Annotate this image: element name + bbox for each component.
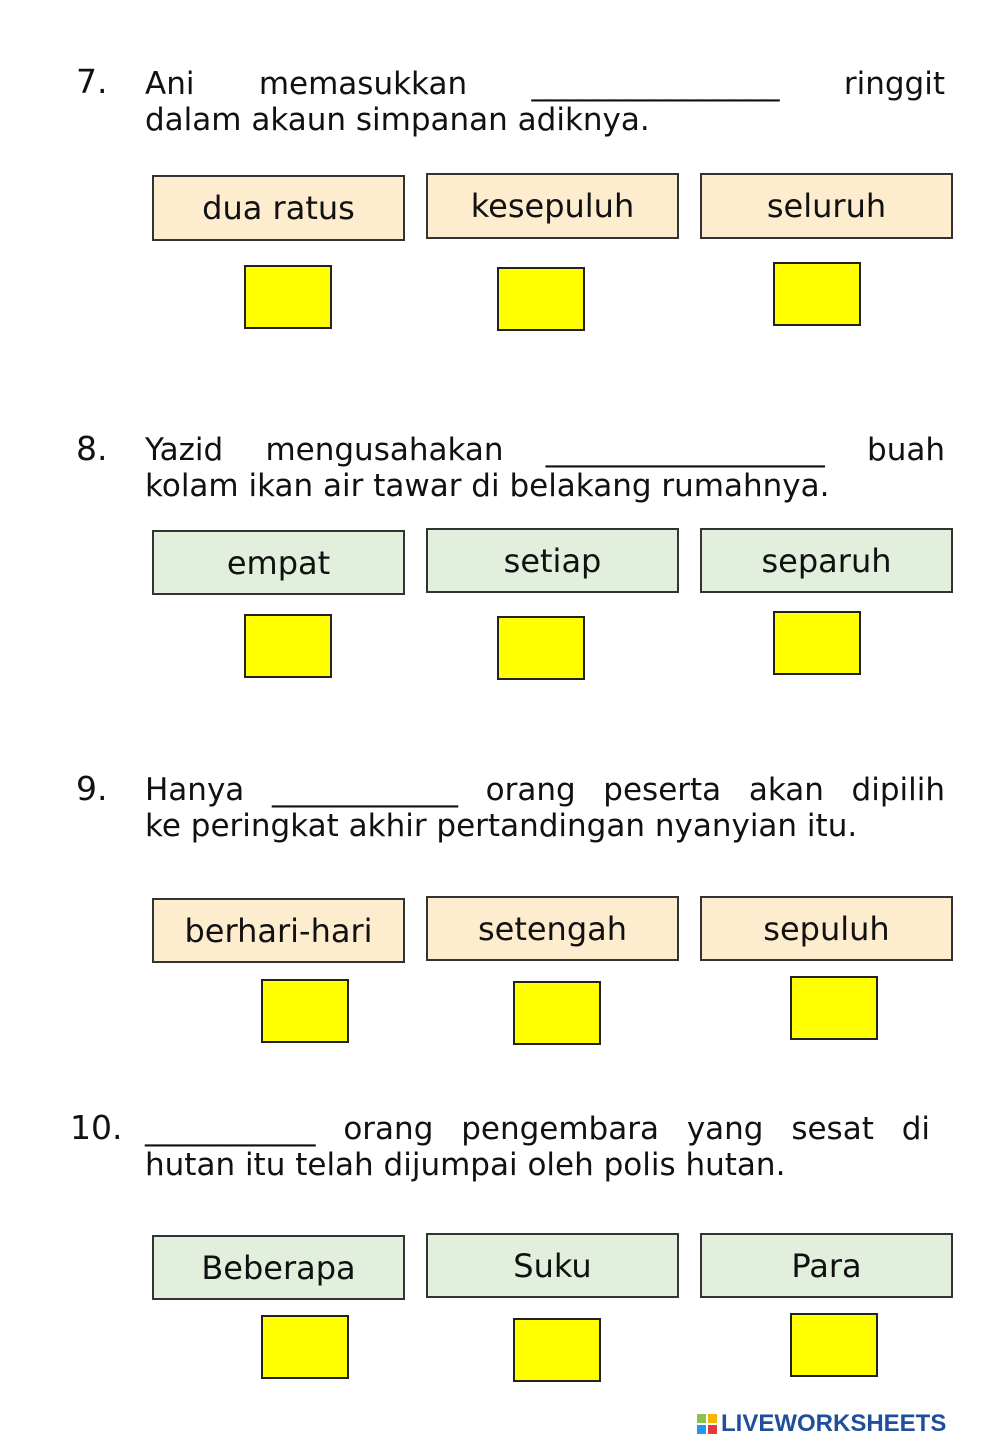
- answer-box[interactable]: [513, 981, 601, 1045]
- question-number: 7.: [76, 62, 108, 101]
- question-text-line-1: Yazid mengusahakan __________________ buah: [145, 432, 945, 468]
- question-number: 8.: [76, 429, 108, 468]
- question-text-line-1: ___________ orang pengembara yang sesat di: [145, 1111, 930, 1147]
- question-text-line-2: ke peringkat akhir pertandingan nyanyian itu.: [145, 808, 858, 844]
- option-button[interactable]: empat: [152, 530, 405, 595]
- answer-box[interactable]: [513, 1318, 601, 1382]
- liveworksheets-logo-icon: [697, 1414, 717, 1434]
- question-text-line-1: Hanya ____________ orang peserta akan dipilih: [145, 772, 945, 808]
- answer-box[interactable]: [497, 267, 585, 331]
- option-button[interactable]: Beberapa: [152, 1235, 405, 1300]
- option-button[interactable]: berhari-hari: [152, 898, 405, 963]
- answer-box[interactable]: [790, 976, 878, 1040]
- option-button[interactable]: dua ratus: [152, 175, 405, 241]
- answer-box[interactable]: [261, 1315, 349, 1379]
- option-button[interactable]: Suku: [426, 1233, 679, 1298]
- answer-box[interactable]: [773, 611, 861, 675]
- option-button[interactable]: sepuluh: [700, 896, 953, 961]
- option-button[interactable]: Para: [700, 1233, 953, 1298]
- question-text-line-2: dalam akaun simpanan adiknya.: [145, 102, 650, 138]
- answer-box[interactable]: [244, 614, 332, 678]
- question-text-line-2: hutan itu telah dijumpai oleh polis hutan.: [145, 1147, 786, 1183]
- brand-name: LIVEWORKSHEETS: [721, 1410, 947, 1437]
- answer-box[interactable]: [773, 262, 861, 326]
- answer-box[interactable]: [497, 616, 585, 680]
- question-number: 10.: [70, 1108, 123, 1147]
- answer-box[interactable]: [244, 265, 332, 329]
- option-button[interactable]: setiap: [426, 528, 679, 593]
- answer-box[interactable]: [261, 979, 349, 1043]
- answer-box[interactable]: [790, 1313, 878, 1377]
- option-button[interactable]: seluruh: [700, 173, 953, 239]
- question-text-line-1: Ani memasukkan ________________ ringgit: [145, 66, 945, 102]
- question-number: 9.: [76, 769, 108, 808]
- option-button[interactable]: separuh: [700, 528, 953, 593]
- liveworksheets-brand: [697, 1411, 946, 1437]
- question-text-line-2: kolam ikan air tawar di belakang rumahnya.: [145, 468, 830, 504]
- option-button[interactable]: setengah: [426, 896, 679, 961]
- option-button[interactable]: kesepuluh: [426, 173, 679, 239]
